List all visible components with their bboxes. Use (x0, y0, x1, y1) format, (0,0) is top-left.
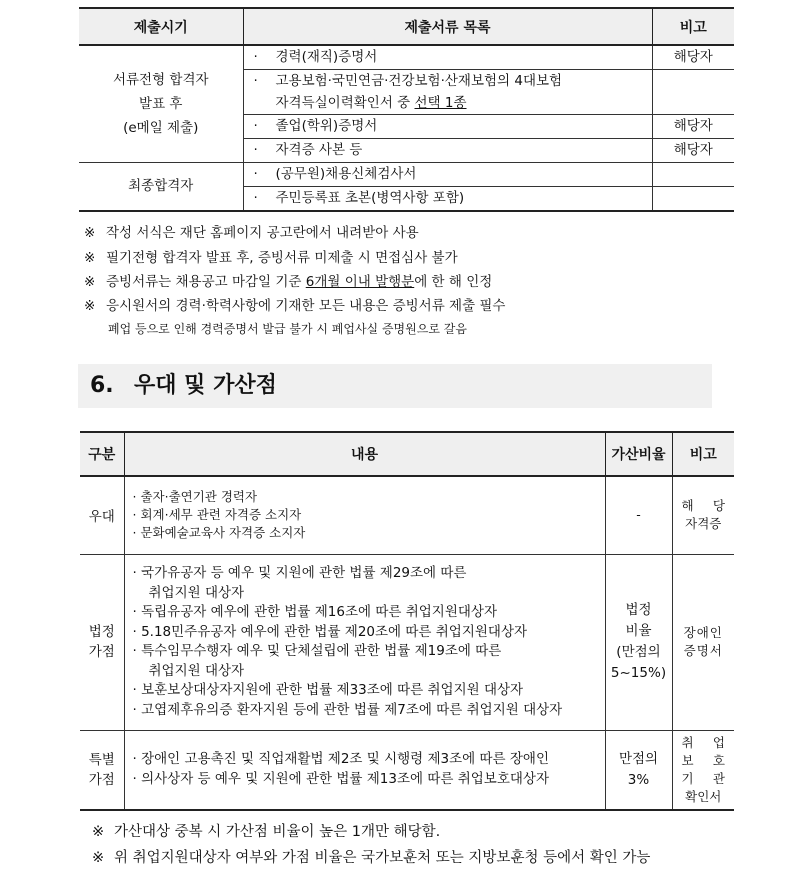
doc-medical-exam: · (공무원)채용신체검사서 (243, 163, 652, 187)
list-item: · 보훈보상대상자지원에 관한 법률 제33조에 따른 취업지원 대상자 (132, 682, 524, 698)
category-legal: 법정 가점 (80, 554, 124, 730)
doc-license-copy: · 자격증 사본 등 (243, 139, 652, 163)
table-row (80, 476, 734, 554)
list-item: · 특수임무수행자 예우 및 단체설립에 관한 법률 제19조에 따른 (132, 643, 502, 659)
note-form-download: ※ 작성 서식은 재단 홈페이지 공고란에서 내려받아 사용 (84, 225, 419, 241)
table-row (80, 554, 734, 730)
note-missing-documents: ※ 필기전형 합격자 발표 후, 증빙서류 미제출 시 면접심사 불가 (84, 250, 458, 266)
header-timing: 제출시기 (79, 8, 243, 45)
rate-preferred: - (605, 476, 672, 554)
table-row (79, 45, 734, 70)
submission-table (79, 7, 734, 212)
rate-legal: 법정 비율 (만점의 5~15%) (605, 554, 672, 730)
header-rate: 가산비율 (605, 432, 672, 476)
table-row (79, 163, 734, 187)
category-special: 특별 가점 (80, 730, 124, 810)
submission-table-header (79, 8, 734, 45)
rate-special: 만점의 3% (605, 730, 672, 810)
doc-career-certificate: · 경력(재직)증명서 (243, 45, 652, 70)
list-item: · 의사상자 등 예우 및 지원에 관한 법률 제13조에 따른 취업보호대상자 (132, 770, 549, 787)
list-item: · 고엽제후유의증 환자지원 등에 관한 법률 제7조에 따른 취업지원 대상자 (132, 701, 563, 718)
footnote-verification: ※ 위 취업지원대상자 여부와 가점 비율은 국가보훈처 또는 지방보훈청 등에서 확인 가능 (92, 850, 651, 866)
header-remarks: 비고 (652, 8, 734, 45)
remark: 해당자 (652, 45, 734, 70)
table-row (80, 730, 734, 810)
list-item: 취업지원 대상자 (148, 584, 245, 601)
note-issue-date: ※ 증빙서류는 채용공고 마감일 기준 6개월 이내 발행분에 한 해 인정 (84, 274, 493, 290)
remark-preferred: 해 당 자격증 (672, 476, 734, 554)
remark (652, 70, 734, 115)
remark: 해당자 (652, 115, 734, 139)
legal-items (124, 554, 605, 730)
list-item: 취업지원 대상자 (148, 662, 245, 679)
note-proof-required: ※ 응시원서의 경력·학력사항에 기재한 모든 내용은 증빙서류 제출 필수 (84, 298, 506, 314)
list-item: · 문화예술교육사 자격증 소지자 (132, 525, 306, 541)
timing-final-pass: 최종합격자 (79, 163, 243, 212)
bonus-table-header (80, 432, 734, 476)
section-number: 6. (90, 373, 114, 398)
header-category: 구분 (80, 432, 124, 476)
remark (652, 163, 734, 187)
special-items (124, 730, 605, 810)
doc-resident-registration: · 주민등록표 초본(병역사항 포함) (243, 187, 652, 212)
preferred-items (124, 476, 605, 554)
category-preferred: 우대 (80, 476, 124, 554)
doc-insurance-history: · 고용보험·국민연금·건강보험·산재보험의 4대보험 자격득실이력확인서 중 선택 1종 (243, 70, 652, 115)
list-item: · 출자·출연기관 경력자 (132, 489, 258, 505)
list-item: · 장애인 고용촉진 및 직업재활법 제2조 및 시행령 제3조에 따른 장애인 (132, 751, 549, 768)
section-title: 우대 및 가산점 (134, 373, 277, 398)
header-remarks: 비고 (672, 432, 734, 476)
remark-special: 취 업 보 호 기 관 확인서 (672, 730, 734, 810)
bonus-points-table (80, 431, 734, 811)
list-item: · 독립유공자 예우에 관한 법률 제16조에 따른 취업지원대상자 (132, 604, 497, 620)
list-item: · 회계·세무 관련 자격증 소지자 (132, 507, 302, 523)
list-item: · 국가유공자 등 예우 및 지원에 관한 법률 제29조에 따른 (132, 565, 467, 581)
list-item: · 5.18민주유공자 예우에 관한 법률 제20조에 따른 취업지원대상자 (132, 623, 528, 640)
remark-legal: 장애인 증명서 (672, 554, 734, 730)
timing-document-screening: 서류전형 합격자 발표 후 (e메일 제출) (79, 45, 243, 163)
remark (652, 187, 734, 212)
header-content: 내용 (124, 432, 605, 476)
note-closure-substitute: 폐업 등으로 인해 경력증명서 발급 불가 시 폐업사실 증명원으로 갈음 (108, 322, 467, 336)
header-documents: 제출서류 목록 (243, 8, 652, 45)
remark: 해당자 (652, 139, 734, 163)
doc-graduation-certificate: · 졸업(학위)증명서 (243, 115, 652, 139)
section-header (78, 364, 712, 408)
footnote-duplicate-bonus: ※ 가산대상 중복 시 가산점 비율이 높은 1개만 해당함. (92, 824, 441, 840)
